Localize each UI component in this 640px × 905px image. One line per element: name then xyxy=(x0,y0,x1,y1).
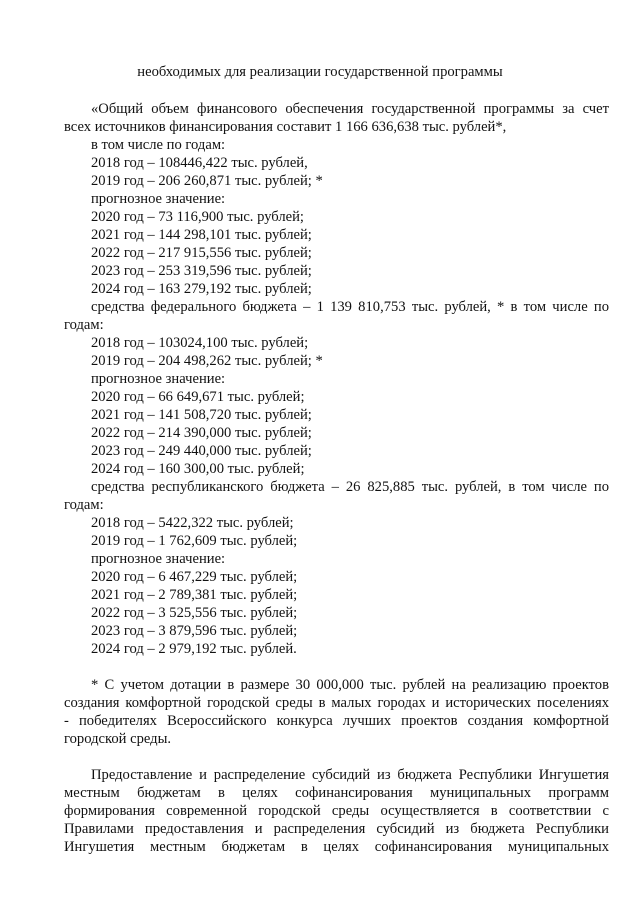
federal-year-2022: 2022 год – 214 390,000 тыс. рублей; xyxy=(91,425,312,441)
total-by-years-label: в том числе по годам: xyxy=(91,137,226,153)
total-year-2018: 2018 год – 108446,422 тыс. рублей, xyxy=(91,155,308,171)
republic-year-2022: 2022 год – 3 525,556 тыс. рублей; xyxy=(91,605,298,621)
republic-year-2019: 2019 год – 1 762,609 тыс. рублей; xyxy=(91,533,298,549)
republic-year-2020: 2020 год – 6 467,229 тыс. рублей; xyxy=(91,569,298,585)
republic-forecast-label: прогнозное значение: xyxy=(91,551,226,567)
federal-year-2023: 2023 год – 249 440,000 тыс. рублей; xyxy=(91,443,312,459)
federal-forecast-label: прогнозное значение: xyxy=(91,371,226,387)
republic-year-2021: 2021 год – 2 789,381 тыс. рублей; xyxy=(91,587,298,603)
total-year-2024: 2024 год – 163 279,192 тыс. рублей; xyxy=(91,281,312,297)
total-year-2022: 2022 год – 217 915,556 тыс. рублей; xyxy=(91,245,312,261)
federal-year-2019: 2019 год – 204 498,262 тыс. рублей; * xyxy=(91,353,323,369)
republic-year-2024: 2024 год – 2 979,192 тыс. рублей. xyxy=(91,641,297,657)
federal-paragraph-line-2: годам: xyxy=(64,317,104,333)
footnote-line-1: * С учетом дотации в размере 30 000,000 тыс. рублей на реализацию проектов xyxy=(91,677,609,693)
federal-year-2021: 2021 год – 141 508,720 тыс. рублей; xyxy=(91,407,312,423)
subsidies-line-5: Ингушетия местным бюджетам в целях софинансирования муниципальных xyxy=(64,839,609,855)
footnote-line-3: - победителях Всероссийского конкурса лучших проектов создания комфортной xyxy=(64,713,609,729)
page-heading: необходимых для реализации государственной программы xyxy=(137,64,503,80)
footnote-line-4: городской среды. xyxy=(64,731,172,747)
subsidies-line-3: формирования современной городской среды осуществляется в соответствии с xyxy=(64,803,609,819)
total-year-2019: 2019 год – 206 260,871 тыс. рублей; * xyxy=(91,173,323,189)
total-paragraph-line-1: «Общий объем финансового обеспечения государственной программы за счет xyxy=(91,101,609,117)
subsidies-line-2: местным бюджетам в целях софинансирования муниципальных программ xyxy=(64,785,609,801)
republic-paragraph-line-1: средства республиканского бюджета – 26 825,885 тыс. рублей, в том числе по xyxy=(91,479,609,495)
total-forecast-label: прогнозное значение: xyxy=(91,191,226,207)
subsidies-line-4: Правилами предоставления и распределения субсидий из бюджета Республики xyxy=(64,821,609,837)
subsidies-line-1: Предоставление и распределение субсидий из бюджета Республики Ингушетия xyxy=(91,767,609,783)
total-year-2021: 2021 год – 144 298,101 тыс. рублей; xyxy=(91,227,312,243)
republic-year-2023: 2023 год – 3 879,596 тыс. рублей; xyxy=(91,623,298,639)
total-year-2020: 2020 год – 73 116,900 тыс. рублей; xyxy=(91,209,304,225)
republic-year-2018: 2018 год – 5422,322 тыс. рублей; xyxy=(91,515,294,531)
total-paragraph-line-2: всех источников финансирования составит 1 166 636,638 тыс. рублей*, xyxy=(64,119,507,135)
federal-paragraph-line-1: средства федерального бюджета – 1 139 810,753 тыс. рублей, * в том числе по xyxy=(91,299,609,315)
footnote-line-2: создания комфортной городской среды в малых городах и исторических поселениях xyxy=(64,695,609,711)
federal-year-2024: 2024 год – 160 300,00 тыс. рублей; xyxy=(91,461,305,477)
republic-paragraph-line-2: годам: xyxy=(64,497,104,513)
federal-year-2020: 2020 год – 66 649,671 тыс. рублей; xyxy=(91,389,305,405)
federal-year-2018: 2018 год – 103024,100 тыс. рублей; xyxy=(91,335,309,351)
total-year-2023: 2023 год – 253 319,596 тыс. рублей; xyxy=(91,263,312,279)
